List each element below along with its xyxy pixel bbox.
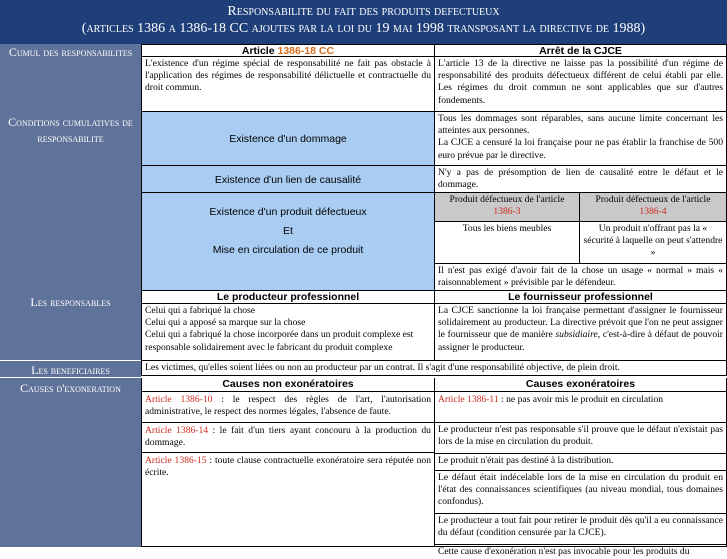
list-item: Celui qui a fabriqué la chose [145, 305, 256, 316]
section-label-responsables: Les responsables [30, 295, 111, 309]
section-label-cumul: Cumul des responsabilites [8, 45, 133, 59]
non-exoneratoires-header: Causes non exonératoires [141, 378, 435, 392]
article-header: Article 1386-18 CC [141, 44, 435, 57]
article-1386-3-header: Produit défectueux de l'article 1386-3 [434, 192, 580, 222]
list-item: Article 1386-15 : toute clause contractuelle exonératoire sera réputée non écrite. [145, 455, 431, 479]
condition-causalite: Existence d'un lien de causalité [141, 165, 435, 193]
divider [0, 377, 141, 378]
list-item: Article 1386-10 : le respect des règles de l'art, l'autorisation administrative, le respect des normes légales, l'absence de faute. [142, 392, 434, 423]
fournisseur-header: Le fournisseur professionnel [434, 290, 727, 304]
exoneratoires-list [434, 391, 727, 557]
biens-meubles: Tous les biens meubles [434, 221, 580, 264]
arret-cjce-header: Arrêt de la CJCE [434, 44, 727, 57]
produit-label: Existence d'un produit défectueux [209, 206, 367, 218]
exoneratoires-header: Causes exonératoires [434, 378, 727, 392]
divider [0, 360, 141, 361]
article-1386-4-header: Produit défectueux de l'article 1386-4 [579, 192, 727, 222]
condition-dommage: Existence d'un dommage [141, 111, 435, 166]
usage-detail: Il n'est pas exigé d'avoir fait de la chose un usage « normal » mais « raisonnablement » prévisible par le défendeur. [434, 263, 727, 291]
list-item: Cette cause d'exonération n'est pas invocable pour les produits du [438, 546, 690, 557]
section-label-exoneration: Causes d'exoneration [20, 381, 121, 395]
article-ref: 1386-18 CC [277, 45, 335, 57]
producteur-list [141, 303, 435, 361]
beneficiaires-text: Les victimes, qu'elles soient liées ou non au producteur par un contrat. Il s'agit d'une responsabilité objective, de plein droit. [141, 360, 727, 376]
page-header [0, 0, 727, 44]
list-item: Le producteur n'est pas responsable s'il prouve que le défaut n'existait pas lors de la mise en circulation du produit. [435, 423, 726, 454]
condition-produit [141, 192, 435, 291]
cumul-left-text: L'existence d'un régime spécial de responsabilité ne fait pas obstacle à l'application des régimes de responsabilité délictuelle et contractuelle du droit commun. [141, 56, 435, 112]
cumul-right-text: L'article 13 de la directive ne laisse pas la possibilité d'un régime de responsabilité des produits défectueux différent de celui établi par elle. Les régimes du droit commun ne sont applicables que sur d'autres fondements. [434, 56, 727, 112]
section-label-beneficiaires: Les beneficiaires [31, 363, 110, 377]
section-label-conditions: Conditions cumulatives de responsabilite [8, 115, 133, 145]
circulation-label: Mise en circulation de ce produit [212, 244, 364, 256]
section-column [0, 44, 141, 547]
list-item: Le défaut était indécelable lors de la mise en circulation du produit en l'état des connaissances scientifiques (au niveau mondial, tous domaines confondus). [435, 471, 726, 514]
dommage-detail: Tous les dommages sont réparables, sans aucune limite concernant les atteintes aux personnes. La CJCE a censuré la loi française pour ne pas établir la franchise de 500 euro prévue par le directive. [434, 111, 727, 166]
list-item: Celui qui a apposé sa marque sur la chose [145, 317, 306, 329]
causalite-detail: N'y a pas de présomption de lien de causalité entre le défaut et le dommage. [434, 165, 727, 193]
list-item: Celui qui a fabriqué la chose incorporée dans un produit complexe est responsable solidairement avec le fabricant du produit complexe [145, 329, 414, 353]
list-item: Article 1386-14 : le fait d'un tiers ayant concouru à la production du dommage. [142, 423, 434, 453]
list-item: Le produit n'était pas destiné à la distribution. [435, 454, 726, 471]
et-label: Et [283, 225, 293, 237]
list-item: Article 1386-11 : ne pas avoir mis le produit en circulation [435, 392, 726, 423]
list-item: Le producteur a tout fait pour retirer le produit dès qu'il a eu connaissance du défaut (condition censurée par la CJCE). [435, 514, 726, 545]
non-exoneratoires-list [141, 391, 435, 547]
page-title: Responsabilite du fait des produits defectueux [227, 4, 500, 19]
securite-attendue: Un produit n'offrant pas la « sécurité à laquelle on peut s'attendre » [579, 221, 727, 264]
page-subtitle: (articles 1386 a 1386-18 CC ajoutes par la loi du 19 mai 1998 transposant la directive de 1988) [81, 21, 646, 36]
fournisseur-detail: La CJCE sanctionne la loi française permettant d'assigner le fournisseur solidairement au producteur. La directive prévoit que l'on ne peut assigner le fournisseur que de manière subsidiaire, c'est-à-dire à défaut de pouvoir assigner le producteur. [434, 303, 727, 361]
producteur-header: Le producteur professionnel [141, 290, 435, 304]
